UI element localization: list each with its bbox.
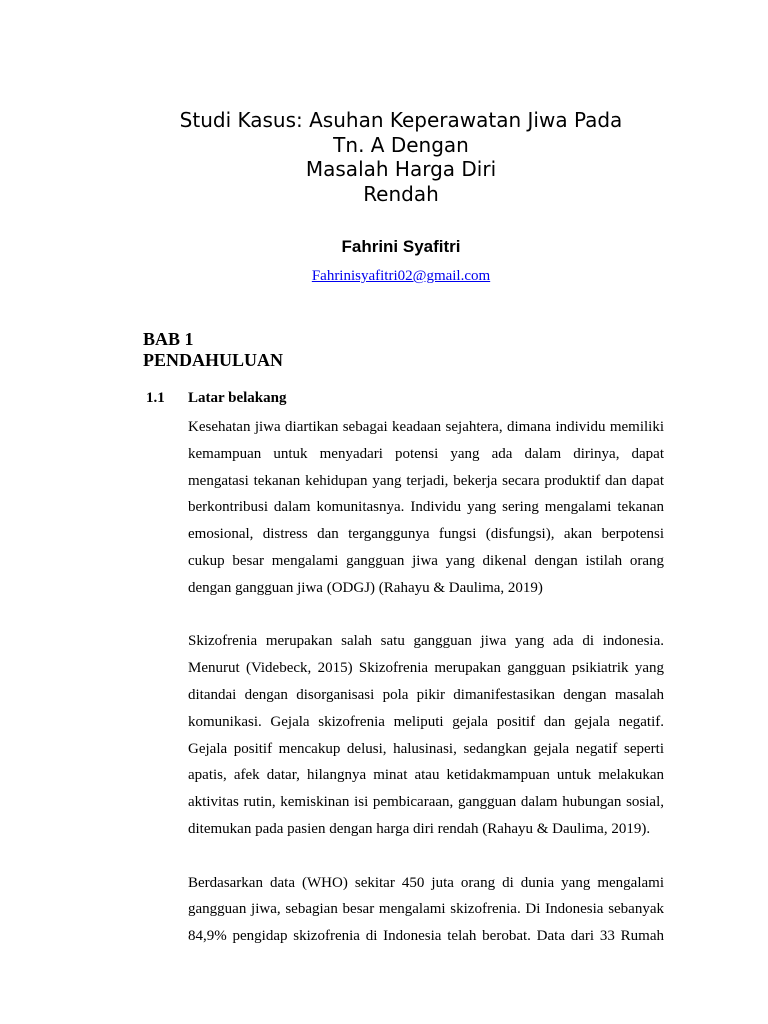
chapter-title: PENDAHULUAN: [143, 350, 284, 370]
title-line: Tn. A Dengan: [333, 132, 469, 157]
title-line: Rendah: [363, 181, 439, 206]
text-line: Gejala positif mencakup delusi, halusinasi, sedangkan gejala negatif seperti: [188, 740, 664, 757]
text-line: ditandai dengan disorganisasi pola pikir dimanifestasikan dengan masalah: [188, 686, 664, 703]
body-text: [188, 414, 664, 977]
text-line: dengan gangguan jiwa (ODGJ) (Rahayu & Daulima, 2019): [188, 579, 543, 596]
section-title: Latar belakang: [188, 390, 287, 406]
text-line: mengatasi tekanan kehidupan yang terjadi, bekerja secara produktif dan dapat: [188, 472, 664, 489]
text-line: apatis, afek datar, hilangnya minat atau ketidakmampuan untuk melakukan: [188, 767, 664, 784]
text-line: cukup besar mengalami gangguan jiwa yang dikenal dengan istilah orang: [188, 552, 664, 569]
text-line: Menurut (Videbeck, 2015) Skizofrenia merupakan gangguan psikiatrik yang: [188, 660, 664, 677]
title-line: Studi Kasus: Asuhan Keperawatan Jiwa Pada: [179, 108, 623, 132]
section-number: 1.1: [146, 390, 165, 406]
text-line: komunikasi. Gejala skizofrenia meliputi gejala positif dan gejala negatif.: [188, 713, 664, 730]
author-email: [0, 268, 768, 285]
paragraph: [188, 414, 664, 602]
chapter-number: BAB 1: [143, 329, 194, 349]
text-line: kemampuan untuk menyadari potensi yang ada dalam dirinya, dapat: [188, 445, 664, 462]
text-line: ditemukan pada pasien dengan harga diri rendah (Rahayu & Daulima, 2019).: [188, 820, 651, 837]
text-line: Kesehatan jiwa diartikan sebagai keadaan sejahtera, dimana individu memiliki: [188, 419, 664, 435]
document-title: [0, 108, 768, 206]
text-line: 84,9% pengidap skizofrenia di Indonesia telah berobat. Data dari 33 Rumah: [188, 928, 664, 945]
text-line: berkontribusi dalam komunitasnya. Individu yang sering mengalami tekanan: [188, 499, 664, 516]
text-line: gangguan jiwa, sebagian besar mengalami skizofrenia. Di Indonesia sebanyak: [188, 901, 664, 918]
email-link[interactable]: Fahrinisyafitri02@gmail.com: [311, 268, 491, 284]
chapter-heading: [143, 329, 283, 371]
text-line: Skizofrenia merupakan salah satu gangguan jiwa yang ada di indonesia.: [188, 633, 664, 650]
title-line: Masalah Harga Diri: [305, 157, 497, 181]
paragraph: [188, 628, 664, 842]
author-name: Fahrini Syafitri: [341, 237, 461, 256]
paragraph: [188, 870, 664, 950]
text-line: Berdasarkan data (WHO) sekitar 450 juta orang di dunia yang mengalami: [188, 874, 664, 891]
text-line: aktivitas rutin, kemiskinan isi pembicaraan, gangguan dalam hubungan sosial,: [188, 794, 664, 811]
text-line: emosional, distress dan terganggunya fungsi (disfungsi), akan berpotensi: [188, 526, 664, 543]
